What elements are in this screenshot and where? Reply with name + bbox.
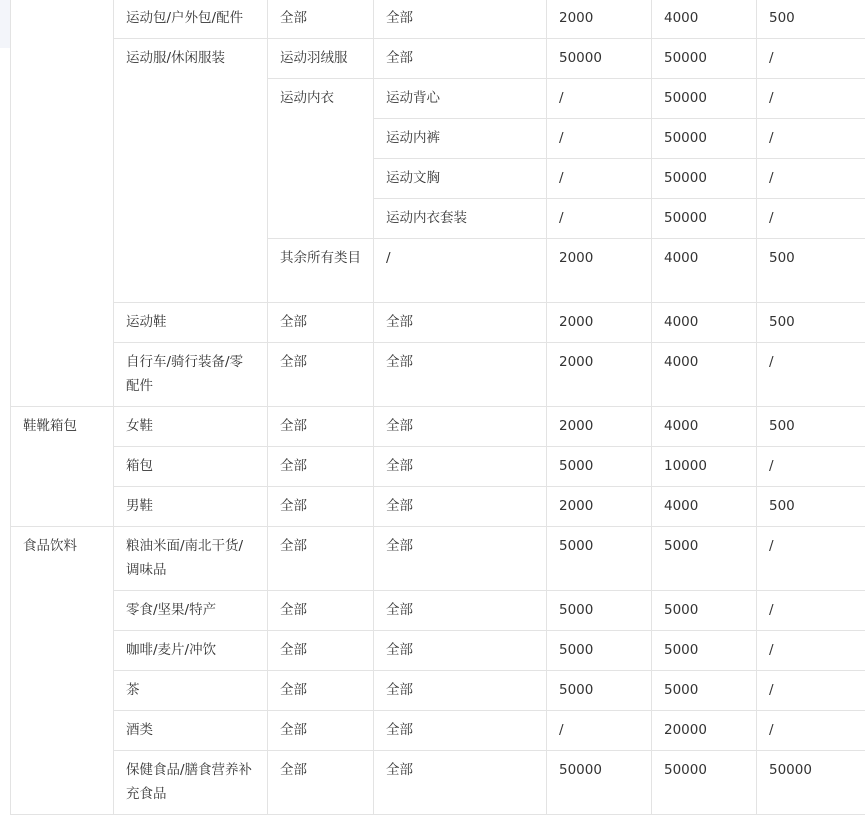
table-cell: 5000 <box>547 591 652 631</box>
table-cell: 运动鞋 <box>114 303 268 343</box>
table-cell: 500 <box>757 303 865 343</box>
table-cell: 50000 <box>652 159 757 199</box>
table-cell: / <box>757 39 865 79</box>
table-cell: 4000 <box>652 343 757 407</box>
table-row <box>11 711 865 751</box>
table-cell: 全部 <box>268 0 374 39</box>
table-row <box>11 407 865 447</box>
table-cell: 运动背心 <box>374 79 547 119</box>
table-cell: 2000 <box>547 239 652 303</box>
table-cell: 50000 <box>757 751 865 815</box>
table-cell: 5000 <box>547 631 652 671</box>
table-cell: 5000 <box>547 447 652 487</box>
table-cell: 10000 <box>652 447 757 487</box>
table-row <box>11 631 865 671</box>
table-cell: 5000 <box>652 631 757 671</box>
table-cell: / <box>757 711 865 751</box>
table-cell: 全部 <box>374 0 547 39</box>
table-cell: 5000 <box>652 671 757 711</box>
table-cell: 2000 <box>547 487 652 527</box>
table-cell: 5000 <box>652 591 757 631</box>
table-cell: 全部 <box>268 487 374 527</box>
table-cell: 2000 <box>547 303 652 343</box>
table-cell: 500 <box>757 407 865 447</box>
table-cell: / <box>757 343 865 407</box>
table-cell: 运动内裤 <box>374 119 547 159</box>
category-threshold-table <box>10 0 865 815</box>
table-row <box>11 447 865 487</box>
table-cell: 全部 <box>268 407 374 447</box>
table-cell: 2000 <box>547 407 652 447</box>
table-cell: 咖啡/麦片/冲饮 <box>114 631 268 671</box>
table-cell: 女鞋 <box>114 407 268 447</box>
table-cell: 全部 <box>374 631 547 671</box>
table-cell: 运动包/户外包/配件 <box>114 0 268 39</box>
table-row <box>11 303 865 343</box>
table-cell: 500 <box>757 239 865 303</box>
table-cell: 20000 <box>652 711 757 751</box>
table-cell: / <box>757 199 865 239</box>
side-panel-strip <box>0 0 10 48</box>
table-row <box>11 0 865 39</box>
table-cell: 50000 <box>547 751 652 815</box>
table-cell: 全部 <box>374 447 547 487</box>
table-cell: 鞋靴箱包 <box>11 407 114 527</box>
table-cell: 茶 <box>114 671 268 711</box>
table-cell: 全部 <box>374 39 547 79</box>
table-cell: 全部 <box>268 343 374 407</box>
table-row <box>11 671 865 711</box>
table-cell: 5000 <box>547 671 652 711</box>
table-cell: 2000 <box>547 0 652 39</box>
table-cell: 4000 <box>652 487 757 527</box>
table-row <box>11 343 865 407</box>
table-cell: / <box>757 671 865 711</box>
table-cell: 500 <box>757 487 865 527</box>
table-cell: / <box>757 119 865 159</box>
table-cell: 2000 <box>547 343 652 407</box>
table-row <box>11 591 865 631</box>
table-cell: / <box>757 79 865 119</box>
table-cell: 运动内衣套装 <box>374 199 547 239</box>
table-cell: 50000 <box>652 751 757 815</box>
table-cell: / <box>757 447 865 487</box>
table-row <box>11 39 865 79</box>
table-cell: 4000 <box>652 407 757 447</box>
table-cell: 全部 <box>374 303 547 343</box>
table-cell: / <box>374 239 547 303</box>
table-cell: 全部 <box>268 591 374 631</box>
table-cell: 食品饮料 <box>11 527 114 815</box>
table-cell: 4000 <box>652 239 757 303</box>
table-cell: 全部 <box>374 527 547 591</box>
table-cell: / <box>757 527 865 591</box>
table-cell: / <box>547 199 652 239</box>
table-cell <box>11 0 114 407</box>
table-cell: 全部 <box>268 631 374 671</box>
table-cell: / <box>757 591 865 631</box>
table-cell: 运动羽绒服 <box>268 39 374 79</box>
table-cell: 全部 <box>374 711 547 751</box>
table-cell: 50000 <box>652 199 757 239</box>
table-cell: 运动内衣 <box>268 79 374 239</box>
table-cell: 全部 <box>374 591 547 631</box>
table-cell: 粮油米面/南北干货/调味品 <box>114 527 268 591</box>
table-cell: 全部 <box>268 711 374 751</box>
table-cell: 全部 <box>374 407 547 447</box>
table-cell: 全部 <box>268 527 374 591</box>
table-cell: / <box>547 159 652 199</box>
table-cell: 零食/坚果/特产 <box>114 591 268 631</box>
table-cell: 全部 <box>374 343 547 407</box>
table-cell: 自行车/骑行装备/零配件 <box>114 343 268 407</box>
table-cell: 500 <box>757 0 865 39</box>
table-cell: 全部 <box>268 751 374 815</box>
table-row <box>11 527 865 591</box>
table-cell: 全部 <box>268 303 374 343</box>
table-cell: 全部 <box>268 671 374 711</box>
table-cell: 运动文胸 <box>374 159 547 199</box>
table-cell: 全部 <box>374 671 547 711</box>
table-cell: 运动服/休闲服装 <box>114 39 268 303</box>
table-cell: 酒类 <box>114 711 268 751</box>
table-cell: 其余所有类目 <box>268 239 374 303</box>
table-cell: 全部 <box>374 487 547 527</box>
table-cell: 男鞋 <box>114 487 268 527</box>
table-cell: / <box>757 631 865 671</box>
table-cell: / <box>547 119 652 159</box>
table-cell: 5000 <box>652 527 757 591</box>
table-cell: / <box>547 711 652 751</box>
table-cell: 50000 <box>652 119 757 159</box>
table-cell: / <box>757 159 865 199</box>
table-cell: 箱包 <box>114 447 268 487</box>
table-body <box>11 0 865 815</box>
table-row <box>11 487 865 527</box>
table-cell: 50000 <box>652 79 757 119</box>
table-cell: 50000 <box>652 39 757 79</box>
table-cell: 全部 <box>374 751 547 815</box>
table-row <box>11 751 865 815</box>
table-cell: 5000 <box>547 527 652 591</box>
table-cell: / <box>547 79 652 119</box>
table-cell: 4000 <box>652 0 757 39</box>
table-cell: 4000 <box>652 303 757 343</box>
table-cell: 保健食品/膳食营养补充食品 <box>114 751 268 815</box>
table-cell: 全部 <box>268 447 374 487</box>
table-cell: 50000 <box>547 39 652 79</box>
